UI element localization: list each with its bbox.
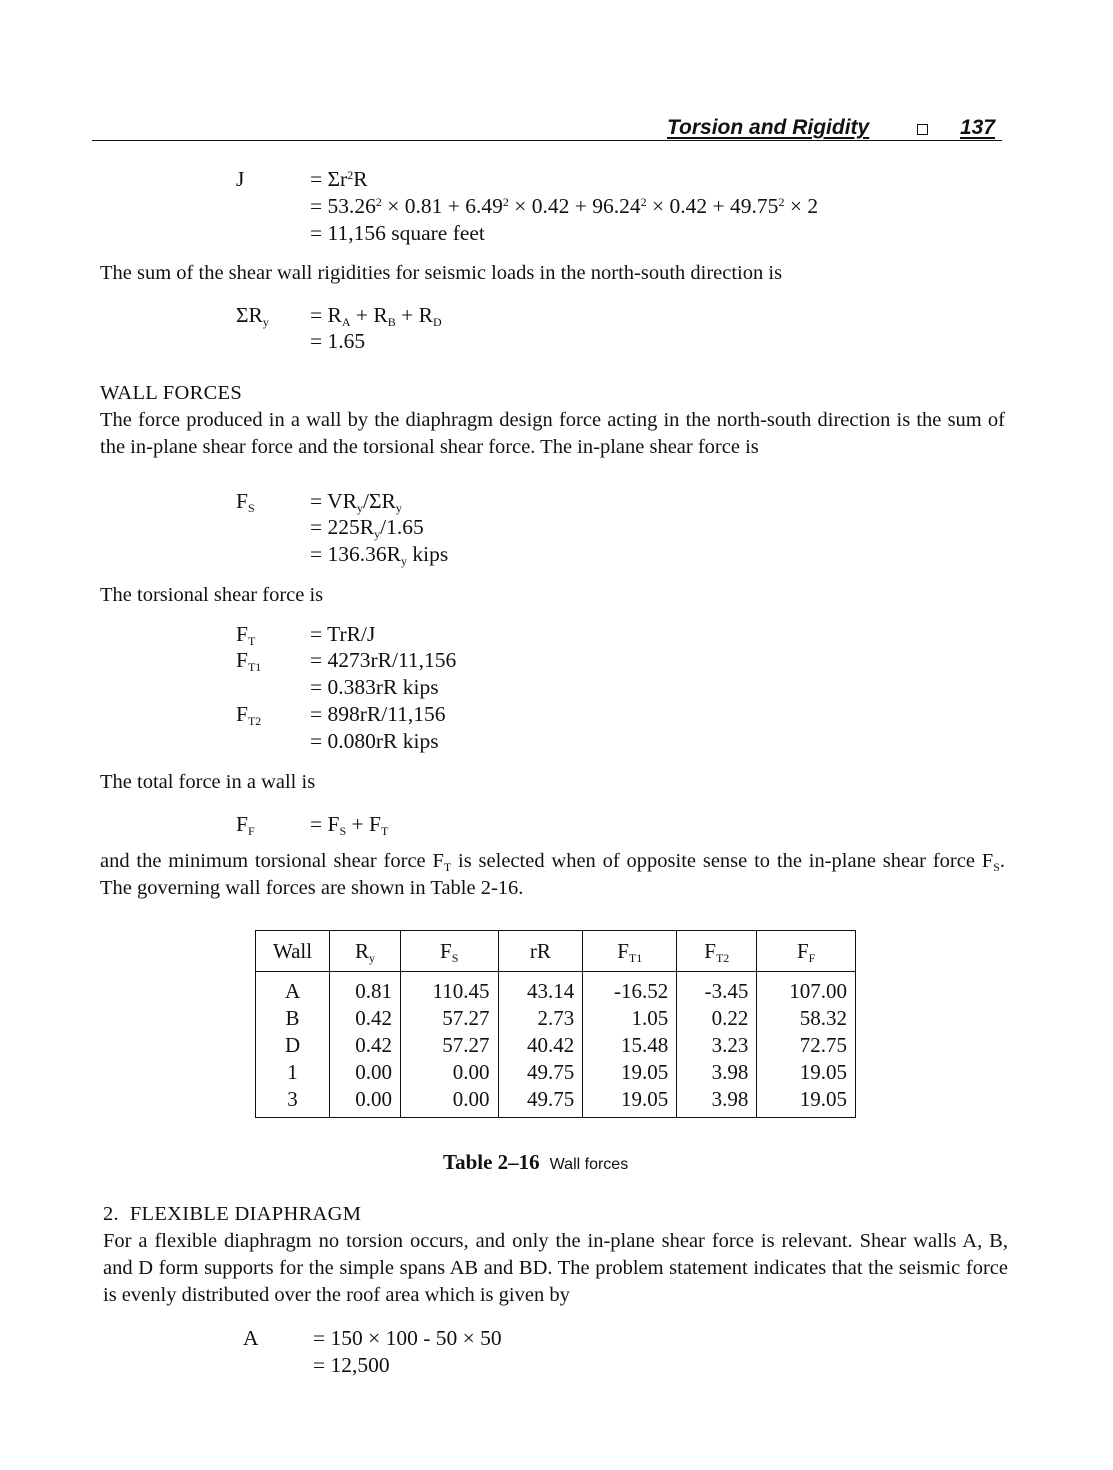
- page-number: 137: [960, 116, 996, 139]
- fs-symbol: $F_S$: [236, 489, 255, 516]
- cell-ff: 58.32: [757, 1005, 856, 1032]
- cell-fs: 0.00: [400, 1059, 498, 1086]
- ft2-symbol: $F_{T2}$: [236, 702, 262, 729]
- paragraph-flexible-diaphragm: For a flexible diaphragm no torsion occurs, and only the in-plane shear force is relevant. Shear walls A, B, and D form supports for the simple spans AB and BD. The problem statement indicates that the seismic force is evenly distributed over the roof area which is given by: [103, 1230, 1008, 1306]
- table-row: [256, 1032, 856, 1059]
- ft2-line: = 898rR/11,156: [310, 702, 446, 726]
- cell-wall: D: [256, 1032, 330, 1059]
- table-caption-text: Wall forces: [549, 1156, 629, 1173]
- cell-ff: 107.00: [757, 972, 856, 1006]
- section-heading-wall-forces: WALL FORCES: [100, 382, 243, 404]
- header-ry: $R_y$: [330, 931, 401, 972]
- sum-ry-symbol: $\Sigma R_y$: [236, 303, 269, 330]
- ft1-symbol: $F_{T1}$: [236, 648, 262, 675]
- ft1-result: = 0.383rR kips: [310, 675, 439, 699]
- cell-fs: 57.27: [400, 1032, 498, 1059]
- header-rule: [92, 140, 1002, 141]
- header-box-icon: [917, 124, 928, 135]
- cell-ft2: 3.98: [677, 1086, 757, 1118]
- paragraph-minimum: and the minimum torsional shear force $F_T$ is selected when of opposite sense to the in-plane shear force $F_S$. The governing wall forces are shown in Table 2-16.: [100, 850, 1005, 899]
- cell-ft1: 15.48: [583, 1032, 677, 1059]
- header-ft2: $F_{T2}$: [677, 931, 757, 972]
- cell-wall: A: [256, 972, 330, 1006]
- cell-fs: 57.27: [400, 1005, 498, 1032]
- sum-ry-line-1: = $R_A + R_B + R_D$: [310, 303, 442, 330]
- cell-ry: 0.42: [330, 1032, 401, 1059]
- cell-ft2: 3.23: [677, 1032, 757, 1059]
- cell-ff: 72.75: [757, 1032, 856, 1059]
- paragraph-sum-rigidities: The sum of the shear wall rigidities for seismic loads in the north-south direction is: [100, 262, 783, 284]
- header-wall: Wall: [256, 931, 330, 972]
- cell-ry: 0.00: [330, 1059, 401, 1086]
- paragraph-total: The total force in a wall is: [100, 771, 316, 793]
- ff-line: = $F_S + F_T$: [310, 812, 389, 839]
- j-line-2: = $53.26^2 \times 0.81 + 6.49^2 \times 0.42 + 96.24^2 \times 0.42 + 49.75^2 \times 2$: [310, 194, 819, 218]
- ft-line: = TrR/J: [310, 622, 376, 646]
- cell-rr: 49.75: [498, 1059, 583, 1086]
- cell-ft1: 19.05: [583, 1086, 677, 1118]
- j-symbol: J: [236, 167, 245, 191]
- cell-fs: 0.00: [400, 1086, 498, 1118]
- area-line-1: = 150 × 100 - 50 × 50: [313, 1326, 502, 1350]
- paragraph-wall-forces: The force produced in a wall by the diaphragm design force acting in the north-south direction is the sum of the in-plane shear force and the torsional shear force. The in-plane shear force is: [100, 409, 1005, 458]
- header-ft1: $F_{T1}$: [583, 931, 677, 972]
- cell-wall: 3: [256, 1086, 330, 1118]
- cell-ry: 0.81: [330, 972, 401, 1006]
- cell-ry: 0.42: [330, 1005, 401, 1032]
- paragraph-torsional: The torsional shear force is: [100, 584, 324, 606]
- cell-ry: 0.00: [330, 1086, 401, 1118]
- cell-fs: 110.45: [400, 972, 498, 1006]
- table-caption: [443, 1150, 628, 1175]
- ft-symbol: $F_T$: [236, 622, 256, 649]
- j-line-1: = $\Sigma r^2R$: [310, 167, 368, 191]
- section-heading-flexible-diaphragm: 2. FLEXIBLE DIAPHRAGM: [103, 1203, 362, 1225]
- cell-ft1: 1.05: [583, 1005, 677, 1032]
- table-row: [256, 1005, 856, 1032]
- cell-rr: 43.14: [498, 972, 583, 1006]
- cell-wall: B: [256, 1005, 330, 1032]
- running-header-title: Torsion and Rigidity: [667, 116, 870, 139]
- sum-ry-line-2: = 1.65: [310, 329, 366, 353]
- fs-line-3: = $136.36R_y$ kips: [310, 542, 449, 569]
- header-fs: $F_S$: [400, 931, 498, 972]
- table-row: [256, 972, 856, 1006]
- j-line-3: = 11,156 square feet: [310, 221, 485, 245]
- cell-rr: 40.42: [498, 1032, 583, 1059]
- header-rr: rR: [498, 931, 583, 972]
- table-row: [256, 1086, 856, 1118]
- fs-line-2: = $225R_y/1.65$: [310, 515, 424, 542]
- area-line-2: = 12,500: [313, 1353, 390, 1377]
- cell-ft1: 19.05: [583, 1059, 677, 1086]
- wall-forces-table: [255, 930, 856, 1118]
- cell-ff: 19.05: [757, 1059, 856, 1086]
- area-symbol: A: [243, 1326, 259, 1350]
- cell-ft2: -3.45: [677, 972, 757, 1006]
- table-caption-label: Table 2–16: [443, 1150, 540, 1174]
- cell-wall: 1: [256, 1059, 330, 1086]
- table-row: [256, 1059, 856, 1086]
- cell-ff: 19.05: [757, 1086, 856, 1118]
- header-ff: $F_F$: [757, 931, 856, 972]
- cell-ft2: 0.22: [677, 1005, 757, 1032]
- fs-line-1: = $VR_y/\Sigma R_y$: [310, 489, 402, 516]
- cell-rr: 49.75: [498, 1086, 583, 1118]
- ft1-line: = 4273rR/11,156: [310, 648, 457, 672]
- cell-ft2: 3.98: [677, 1059, 757, 1086]
- ff-symbol: $F_F$: [236, 812, 255, 839]
- cell-rr: 2.73: [498, 1005, 583, 1032]
- cell-ft1: -16.52: [583, 972, 677, 1006]
- table-header-row: [256, 931, 856, 972]
- ft2-result: = 0.080rR kips: [310, 729, 439, 753]
